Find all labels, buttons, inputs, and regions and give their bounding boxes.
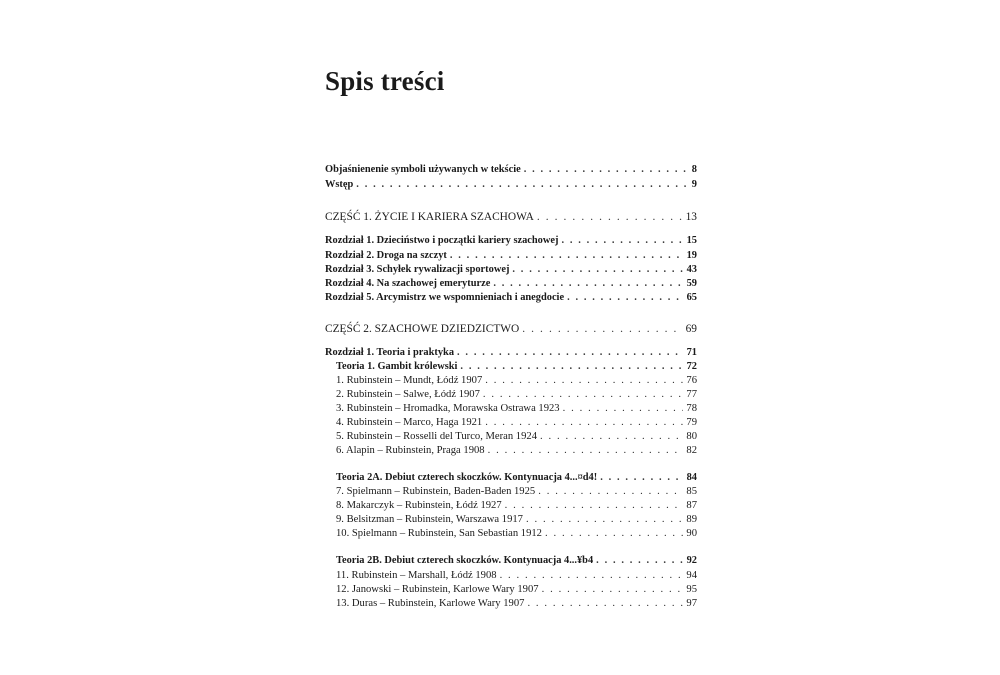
toc-entry-label: 3. Rubinstein – Hromadka, Morawska Ostrawa 1923 bbox=[336, 403, 560, 414]
toc-entry-label: 5. Rubinstein – Rosselli del Turco, Meran 1924 bbox=[336, 431, 537, 442]
leader-dots bbox=[457, 348, 684, 358]
leader-dots bbox=[538, 487, 683, 498]
toc-entry-label: Rozdział 1. Dzieciństwo i początki kariery szachowej bbox=[325, 235, 559, 246]
toc-entry-label: 2. Rubinstein – Salwe, Łódź 1907 bbox=[336, 389, 480, 400]
toc-entry-label: CZĘŚĆ 2. SZACHOWE DZIEDZICTWO bbox=[325, 323, 520, 335]
toc-entry-label: Rozdział 3. Schyłek rywalizacji sportowej bbox=[325, 264, 510, 275]
toc-entry-theory[interactable] bbox=[336, 362, 697, 372]
toc-entry-symbols[interactable] bbox=[325, 165, 697, 175]
toc-entry-page: 82 bbox=[686, 445, 697, 456]
toc-entry-page: 77 bbox=[686, 389, 697, 400]
toc-entry-page: 15 bbox=[686, 235, 697, 246]
leader-dots bbox=[485, 376, 683, 387]
toc-entry-chapter[interactable] bbox=[325, 251, 697, 261]
toc-entry-label: Teoria 1. Gambit królewski bbox=[336, 361, 458, 372]
toc-entry-label: 6. Alapin – Rubinstein, Praga 1908 bbox=[336, 445, 485, 456]
toc-entry-label: Rozdział 1. Teoria i praktyka bbox=[325, 347, 455, 358]
toc-entry-label: 9. Belsitzman – Rubinstein, Warszawa 1917 bbox=[336, 514, 523, 525]
toc-entry-chapter[interactable] bbox=[325, 236, 697, 246]
toc-entry-label: Rozdział 4. Na szachowej emeryturze bbox=[325, 278, 491, 289]
page-title: Spis treści bbox=[325, 66, 445, 96]
toc-entry-label: 12. Janowski – Rubinstein, Karlowe Wary 1907 bbox=[336, 584, 539, 595]
leader-dots bbox=[483, 390, 684, 401]
leader-dots bbox=[493, 279, 683, 289]
toc-entry-part-1[interactable] bbox=[325, 212, 697, 223]
toc-entry-chapter[interactable] bbox=[325, 348, 697, 358]
toc-entry-page: 72 bbox=[686, 361, 697, 372]
toc-entry-page: 19 bbox=[686, 250, 697, 261]
toc-entry-page: 43 bbox=[686, 264, 697, 275]
toc-entry-theory[interactable] bbox=[336, 473, 697, 483]
toc-entry-page: 89 bbox=[686, 514, 697, 525]
toc-entry-label: 1. Rubinstein – Mundt, Łódź 1907 bbox=[336, 375, 483, 386]
toc-entry-label: Objaśnienenie symboli używanych w tekście bbox=[325, 164, 521, 175]
leader-dots bbox=[505, 501, 684, 512]
toc-entry-game[interactable] bbox=[336, 599, 697, 610]
toc-entry-page: 94 bbox=[686, 570, 697, 581]
leader-dots bbox=[485, 418, 683, 429]
toc-page bbox=[325, 0, 697, 675]
leader-dots bbox=[540, 432, 683, 443]
toc-entry-game[interactable] bbox=[336, 376, 697, 387]
toc-entry-chapter[interactable] bbox=[325, 265, 697, 275]
leader-dots bbox=[600, 473, 683, 483]
leader-dots bbox=[542, 585, 684, 596]
leader-dots bbox=[596, 556, 683, 566]
toc-entry-page: 71 bbox=[686, 347, 697, 358]
toc-entry-page: 85 bbox=[686, 486, 697, 497]
toc-entry-page: 65 bbox=[686, 292, 697, 303]
toc-entry-label: 13. Duras – Rubinstein, Karlowe Wary 1907 bbox=[336, 598, 525, 609]
toc-entry-label: Rozdział 5. Arcymistrz we wspomnieniach i anegdocie bbox=[325, 292, 565, 303]
toc-entry-game[interactable] bbox=[336, 446, 697, 457]
toc-entry-page: 84 bbox=[686, 472, 697, 483]
toc-entry-label: 7. Spielmann – Rubinstein, Baden-Baden 1925 bbox=[336, 486, 536, 497]
leader-dots bbox=[488, 446, 684, 457]
toc-entry-game[interactable] bbox=[336, 487, 697, 498]
toc-entry-page: 76 bbox=[686, 375, 697, 386]
toc-entry-game[interactable] bbox=[336, 432, 697, 443]
leader-dots bbox=[450, 251, 684, 261]
toc-entry-label: 8. Makarczyk – Rubinstein, Łódź 1927 bbox=[336, 500, 502, 511]
toc-entry-intro[interactable] bbox=[325, 180, 697, 190]
toc-entry-chapter[interactable] bbox=[325, 279, 697, 289]
toc-entry-page: 92 bbox=[686, 555, 697, 566]
leader-dots bbox=[500, 571, 684, 582]
leader-dots bbox=[522, 324, 682, 335]
toc-entry-page: 69 bbox=[685, 323, 697, 335]
leader-dots bbox=[537, 212, 683, 223]
toc-entry-game[interactable] bbox=[336, 571, 697, 582]
leader-dots bbox=[567, 293, 684, 303]
toc-entry-game[interactable] bbox=[336, 404, 697, 415]
toc-entry-game[interactable] bbox=[336, 585, 697, 596]
toc-entry-theory[interactable] bbox=[336, 556, 697, 566]
toc-entry-label: 11. Rubinstein – Marshall, Łódź 1908 bbox=[336, 570, 497, 581]
leader-dots bbox=[545, 529, 683, 540]
toc-entry-label: CZĘŚĆ 1. ŻYCIE I KARIERA SZACHOWA bbox=[325, 211, 534, 223]
toc-entry-page: 13 bbox=[685, 211, 697, 223]
toc-entry-label: Teoria 2B. Debiut czterech skoczków. Kontynuacja 4...¥b4 bbox=[336, 555, 594, 566]
toc-entry-label: 4. Rubinstein – Marco, Haga 1921 bbox=[336, 417, 483, 428]
leader-dots bbox=[526, 515, 683, 526]
toc-entry-page: 59 bbox=[686, 278, 697, 289]
toc-entry-label: Teoria 2A. Debiut czterech skoczków. Kontynuacja 4...¤d4! bbox=[336, 472, 598, 483]
toc-entry-label: 10. Spielmann – Rubinstein, San Sebastian 1912 bbox=[336, 528, 542, 539]
toc-entry-game[interactable] bbox=[336, 529, 697, 540]
toc-entry-page: 95 bbox=[686, 584, 697, 595]
toc-entry-page: 87 bbox=[686, 500, 697, 511]
toc-entry-page: 9 bbox=[691, 179, 697, 190]
toc-entry-page: 8 bbox=[691, 164, 697, 175]
leader-dots bbox=[563, 404, 684, 415]
toc-entry-chapter[interactable] bbox=[325, 293, 697, 303]
toc-entry-part-2[interactable] bbox=[325, 324, 697, 335]
leader-dots bbox=[524, 165, 689, 175]
leader-dots bbox=[356, 180, 689, 190]
toc-entry-page: 90 bbox=[686, 528, 697, 539]
toc-entry-game[interactable] bbox=[336, 390, 697, 401]
toc-entry-game[interactable] bbox=[336, 501, 697, 512]
toc-entry-page: 97 bbox=[686, 598, 697, 609]
toc-entry-label: Rozdział 2. Droga na szczyt bbox=[325, 250, 447, 261]
toc-entry-label: Wstęp bbox=[325, 179, 354, 190]
leader-dots bbox=[527, 599, 683, 610]
toc-entry-game[interactable] bbox=[336, 418, 697, 429]
toc-entry-page: 79 bbox=[686, 417, 697, 428]
leader-dots bbox=[561, 236, 683, 246]
toc-entry-page: 78 bbox=[686, 403, 697, 414]
toc-entry-game[interactable] bbox=[336, 515, 697, 526]
leader-dots bbox=[460, 362, 683, 372]
toc-entry-page: 80 bbox=[686, 431, 697, 442]
leader-dots bbox=[512, 265, 683, 275]
